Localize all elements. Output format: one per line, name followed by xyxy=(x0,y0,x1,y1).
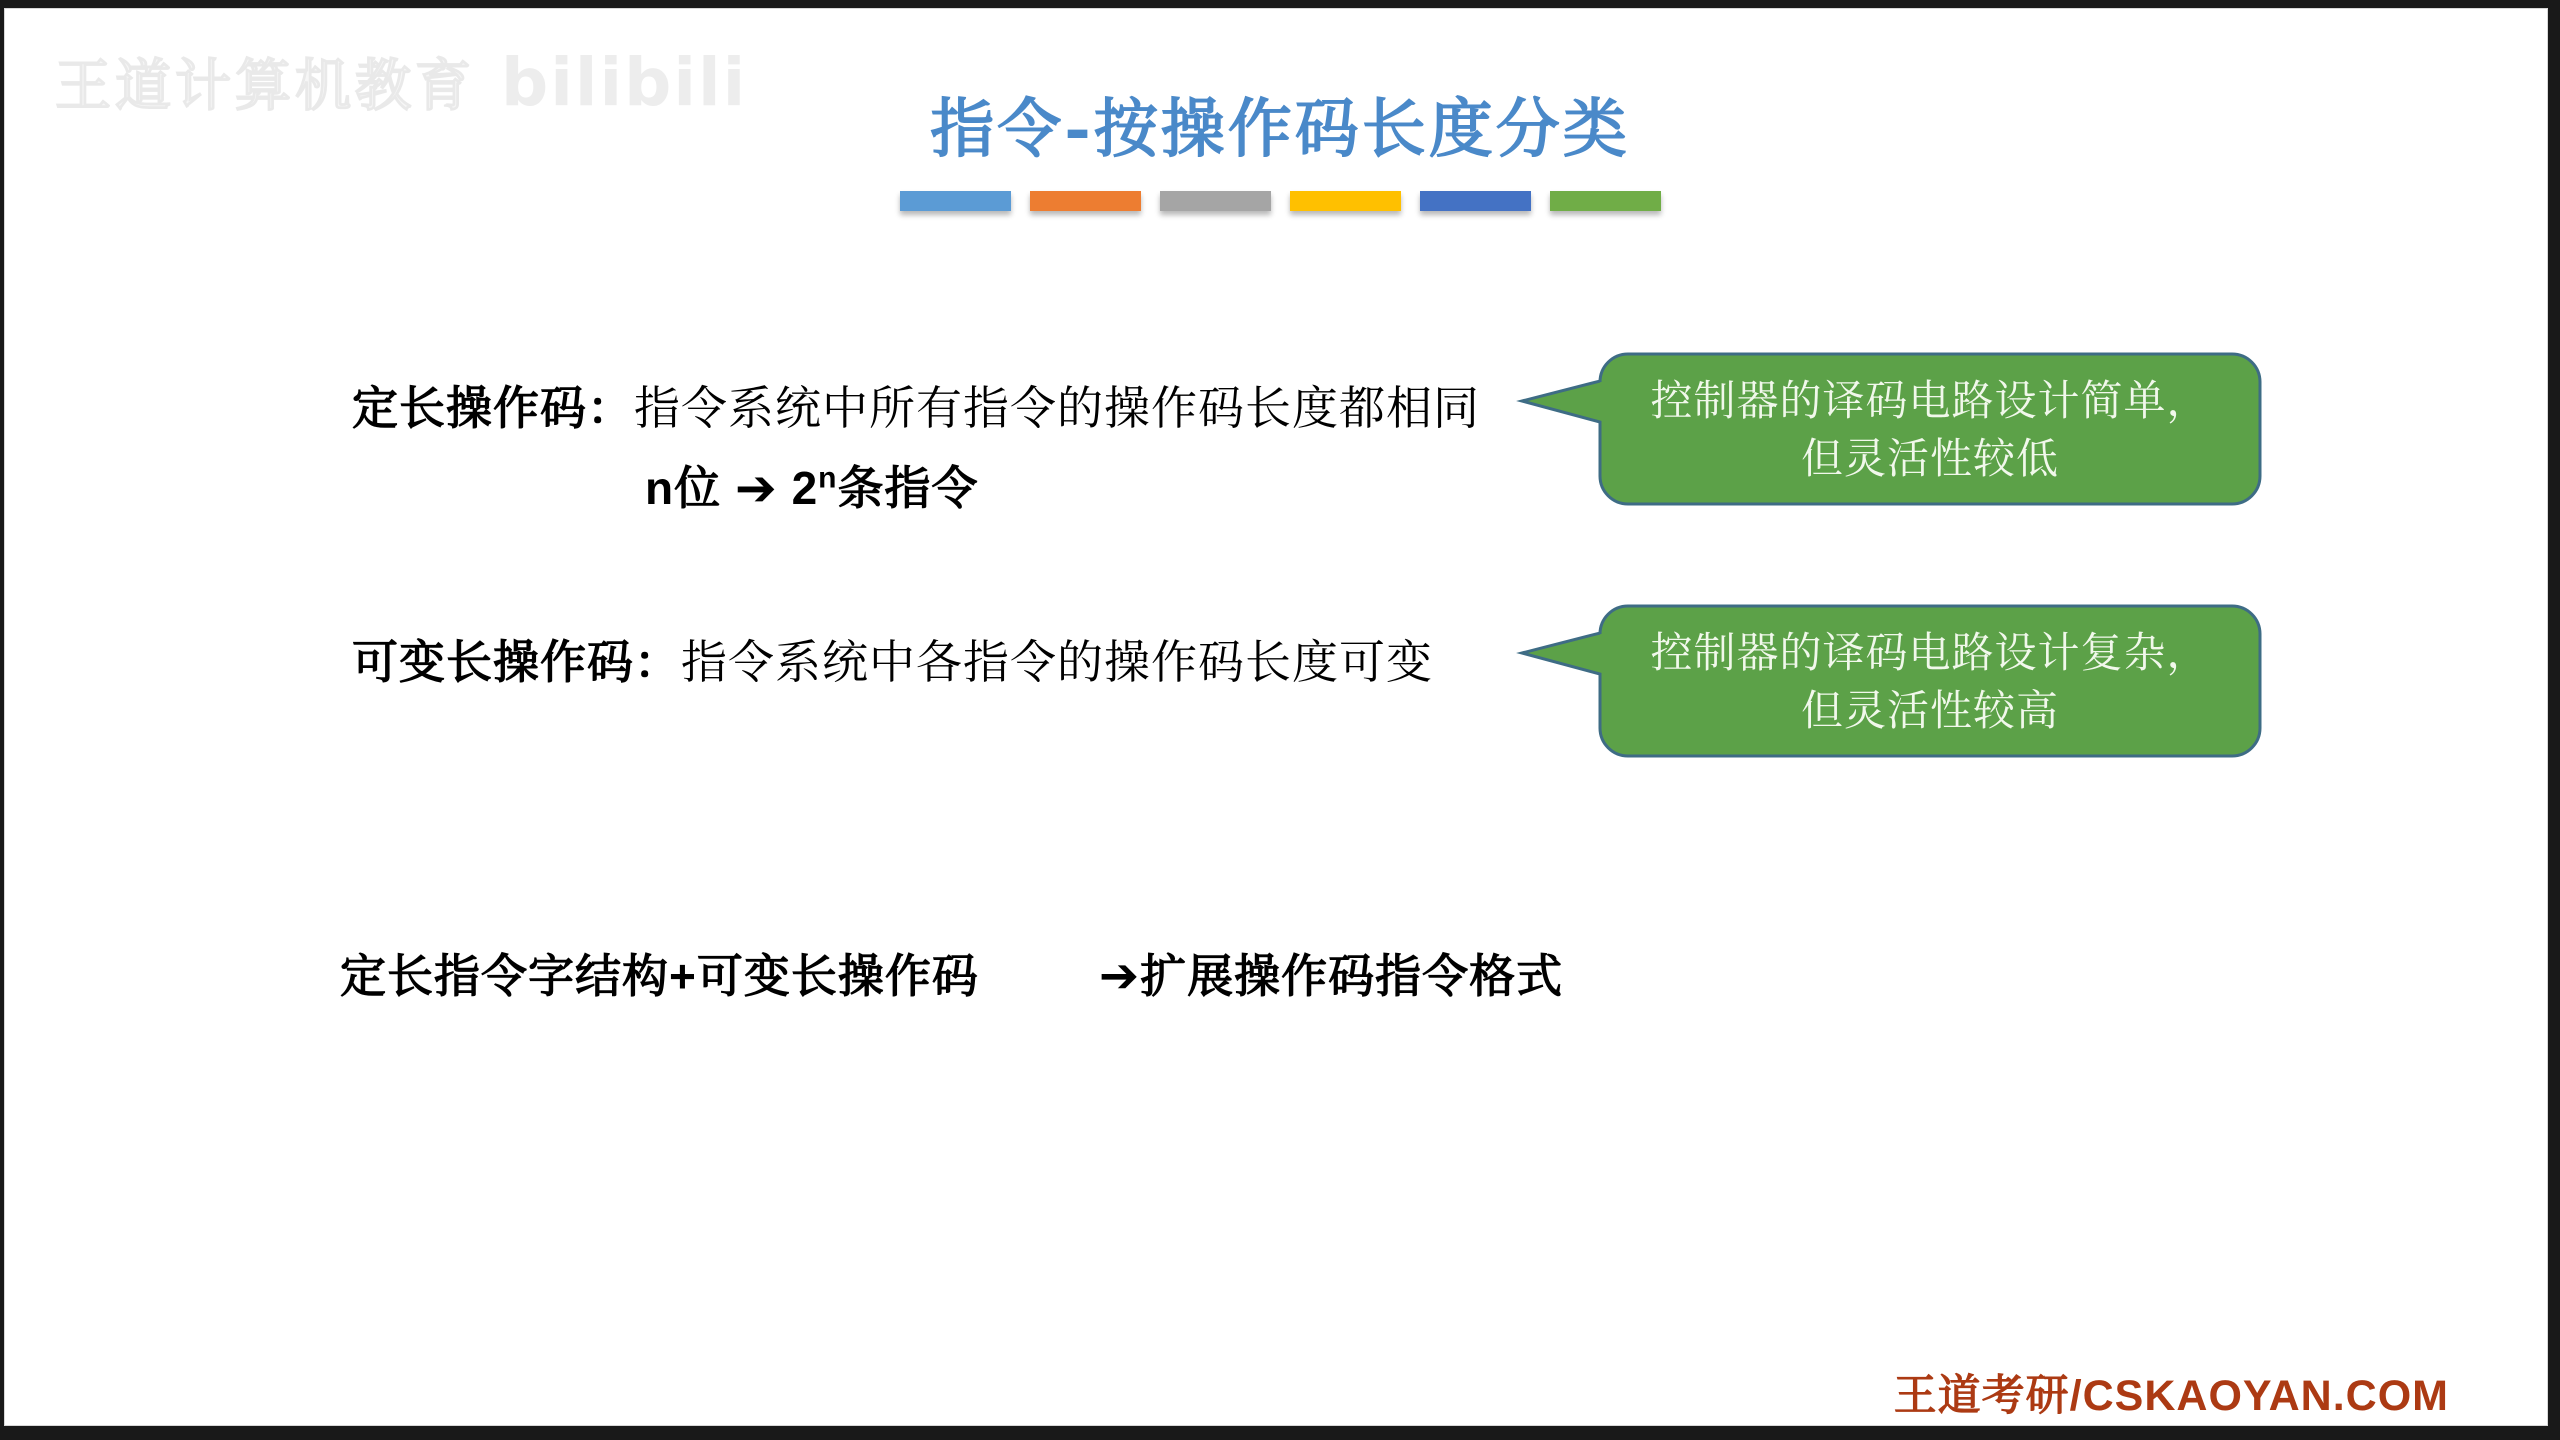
right-arrow-icon: ➔ xyxy=(734,460,778,516)
conclusion-right: 扩展操作码指令格式 xyxy=(1140,950,1564,1002)
slide-title: 指令-按操作码长度分类 xyxy=(930,92,1630,167)
wangdao-education-watermark: 王道计算机教育 xyxy=(55,54,475,117)
variable-opcode-row xyxy=(352,626,1433,692)
formula-superscript: n xyxy=(818,461,838,495)
formula-suffix: 条指令 xyxy=(837,462,979,514)
accent-bar xyxy=(1550,191,1661,211)
conclusion-left: 定长指令字结构+可变长操作码 xyxy=(340,950,979,1002)
fixed-opcode-row xyxy=(352,372,1480,438)
callout-2-line1: 控制器的译码电路设计复杂， xyxy=(1650,629,2210,676)
accent-bar xyxy=(1030,191,1141,211)
accent-bars xyxy=(0,191,2560,211)
fixed-opcode-desc: 指令系统中所有指令的操作码长度都相同 xyxy=(634,382,1480,434)
callout-1-text xyxy=(1600,355,2260,505)
formula-prefix: n位 xyxy=(645,462,735,514)
bilibili-logo: bilibili xyxy=(501,44,748,121)
callout-1-line1: 控制器的译码电路设计简单， xyxy=(1650,377,2210,424)
cskaoyan-watermark: 王道考研/CSKAOYAN.COM xyxy=(1893,1372,2449,1420)
callout-2-text xyxy=(1600,607,2260,757)
right-arrow-icon: ➔ xyxy=(1098,950,1141,1003)
accent-bar xyxy=(1160,191,1271,211)
fixed-opcode-label: 定长操作码： xyxy=(352,382,634,434)
fixed-opcode-formula xyxy=(645,452,979,518)
callout-2-line2: 但灵活性较高 xyxy=(1800,687,2059,734)
variable-opcode-desc: 指令系统中各指令的操作码长度可变 xyxy=(681,636,1433,688)
accent-bar xyxy=(1420,191,1531,211)
formula-base: 2 xyxy=(777,462,819,514)
accent-bar xyxy=(900,191,1011,211)
accent-bar xyxy=(1290,191,1401,211)
conclusion-row xyxy=(340,940,1563,1006)
callout-1-line2: 但灵活性较低 xyxy=(1800,435,2059,482)
variable-opcode-label: 可变长操作码： xyxy=(352,636,681,688)
